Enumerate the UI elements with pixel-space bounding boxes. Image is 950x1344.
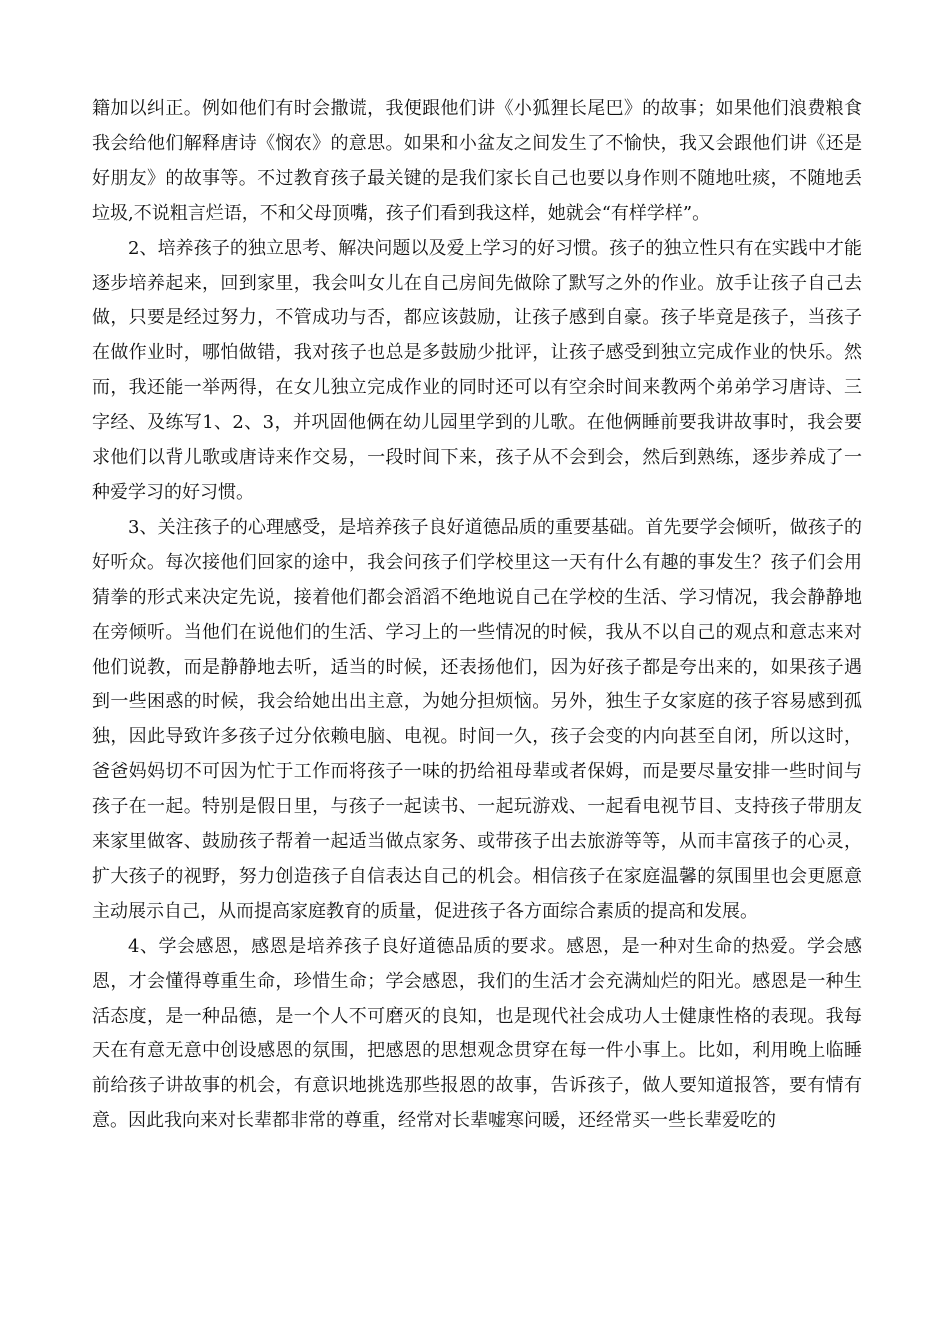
- document-page: [92, 92, 862, 1139]
- paragraph-independent-study: 2、培养孩子的独立思考、解决问题以及爱上学习的好习惯。孩子的独立性只有在实践中才能逐步培养起来，回到家里，我会叫女儿在自己房间先做除了默写之外的作业。放手让孩子自己去做，只要是经过努力，不管成功与否，都应该鼓励，让孩子感到自豪。孩子毕竟是孩子，当孩子在做作业时，哪怕做错，我对孩子也总是多鼓励少批评，让孩子感受到独立完成作业的快乐。然而，我还能一举两得，在女儿独立完成作业的同时还可以有空余时间来教两个弟弟学习唐诗、三字经、及练写1、2、3，并巩固他俩在幼儿园里学到的儿歌。在他俩睡前要我讲故事时，我会要求他们以背儿歌或唐诗来作交易，一段时间下来，孩子从不会到会，然后到熟练，逐步养成了一种爱学习的好习惯。: [92, 237, 862, 503]
- paragraph-psychological-care: 3、关注孩子的心理感受，是培养孩子良好道德品质的重要基础。首先要学会倾听，做孩子的好听众。每次接他们回家的途中，我会问孩子们学校里这一天有什么有趣的事发生？孩子们会用猜拳的形式来决定先说，接着他们都会滔滔不绝地说自己在学校的生活、学习情况，我会静静地在旁倾听。当他们在说他们的生活、学习上的一些情况的时候，我从不以自己的观点和意志来对他们说教，而是静静地去听，适当的时候，还表扬他们，因为好孩子都是夸出来的，如果孩子遇到一些困惑的时候，我会给她出出主意，为她分担烦恼。另外，独生子女家庭的孩子容易感到孤独，因此导致许多孩子过分依赖电脑、电视。时间一久，孩子会变的内向甚至自闭，所以这时，爸爸妈妈切不可因为忙于工作而将孩子一味的扔给祖母辈或者保姆，而是要尽量安排一些时间与孩子在一起。特别是假日里，与孩子一起读书、一起玩游戏、一起看电视节目、支持孩子带朋友来家里做客、鼓励孩子帮着一起适当做点家务、或带孩子出去旅游等等，从而丰富孩子的心灵，扩大孩子的视野，努力创造孩子自信表达自己的机会。相信孩子在家庭温馨的氛围里也会更愿意主动展示自己，从而提高家庭教育的质量，促进孩子各方面综合素质的提高和发展。: [92, 516, 862, 922]
- paragraph-gratitude: 4、学会感恩，感恩是培养孩子良好道德品质的要求。感恩，是一种对生命的热爱。学会感恩，才会懂得尊重生命，珍惜生命；学会感恩，我们的生活才会充满灿烂的阳光。感恩是一种生活态度，是一种品德，是一个人不可磨灭的良知，也是现代社会成功人士健康性格的表现。我每天在有意无意中创设感恩的氛围，把感恩的思想观念贯穿在每一件小事上。比如，利用晚上临睡前给孩子讲故事的机会，有意识地挑选那些报恩的故事，告诉孩子，做人要知道报答，要有情有意。因此我向来对长辈都非常的尊重，经常对长辈嘘寒问暖，还经常买一些长辈爱吃的: [92, 935, 862, 1132]
- paragraph-continuation: 籍加以纠正。例如他们有时会撒谎，我便跟他们讲《小狐狸长尾巴》的故事；如果他们浪费粮食我会给他们解释唐诗《悯农》的意思。如果和小盆友之间发生了不愉快，我又会跟他们讲《还是好朋友》的故事等。不过教育孩子最关键的是我们家长自己也要以身作则不随地吐痰，不随地丢垃圾,不说粗言烂语，不和父母顶嘴，孩子们看到我这样，她就会“有样学样”。: [92, 98, 862, 224]
